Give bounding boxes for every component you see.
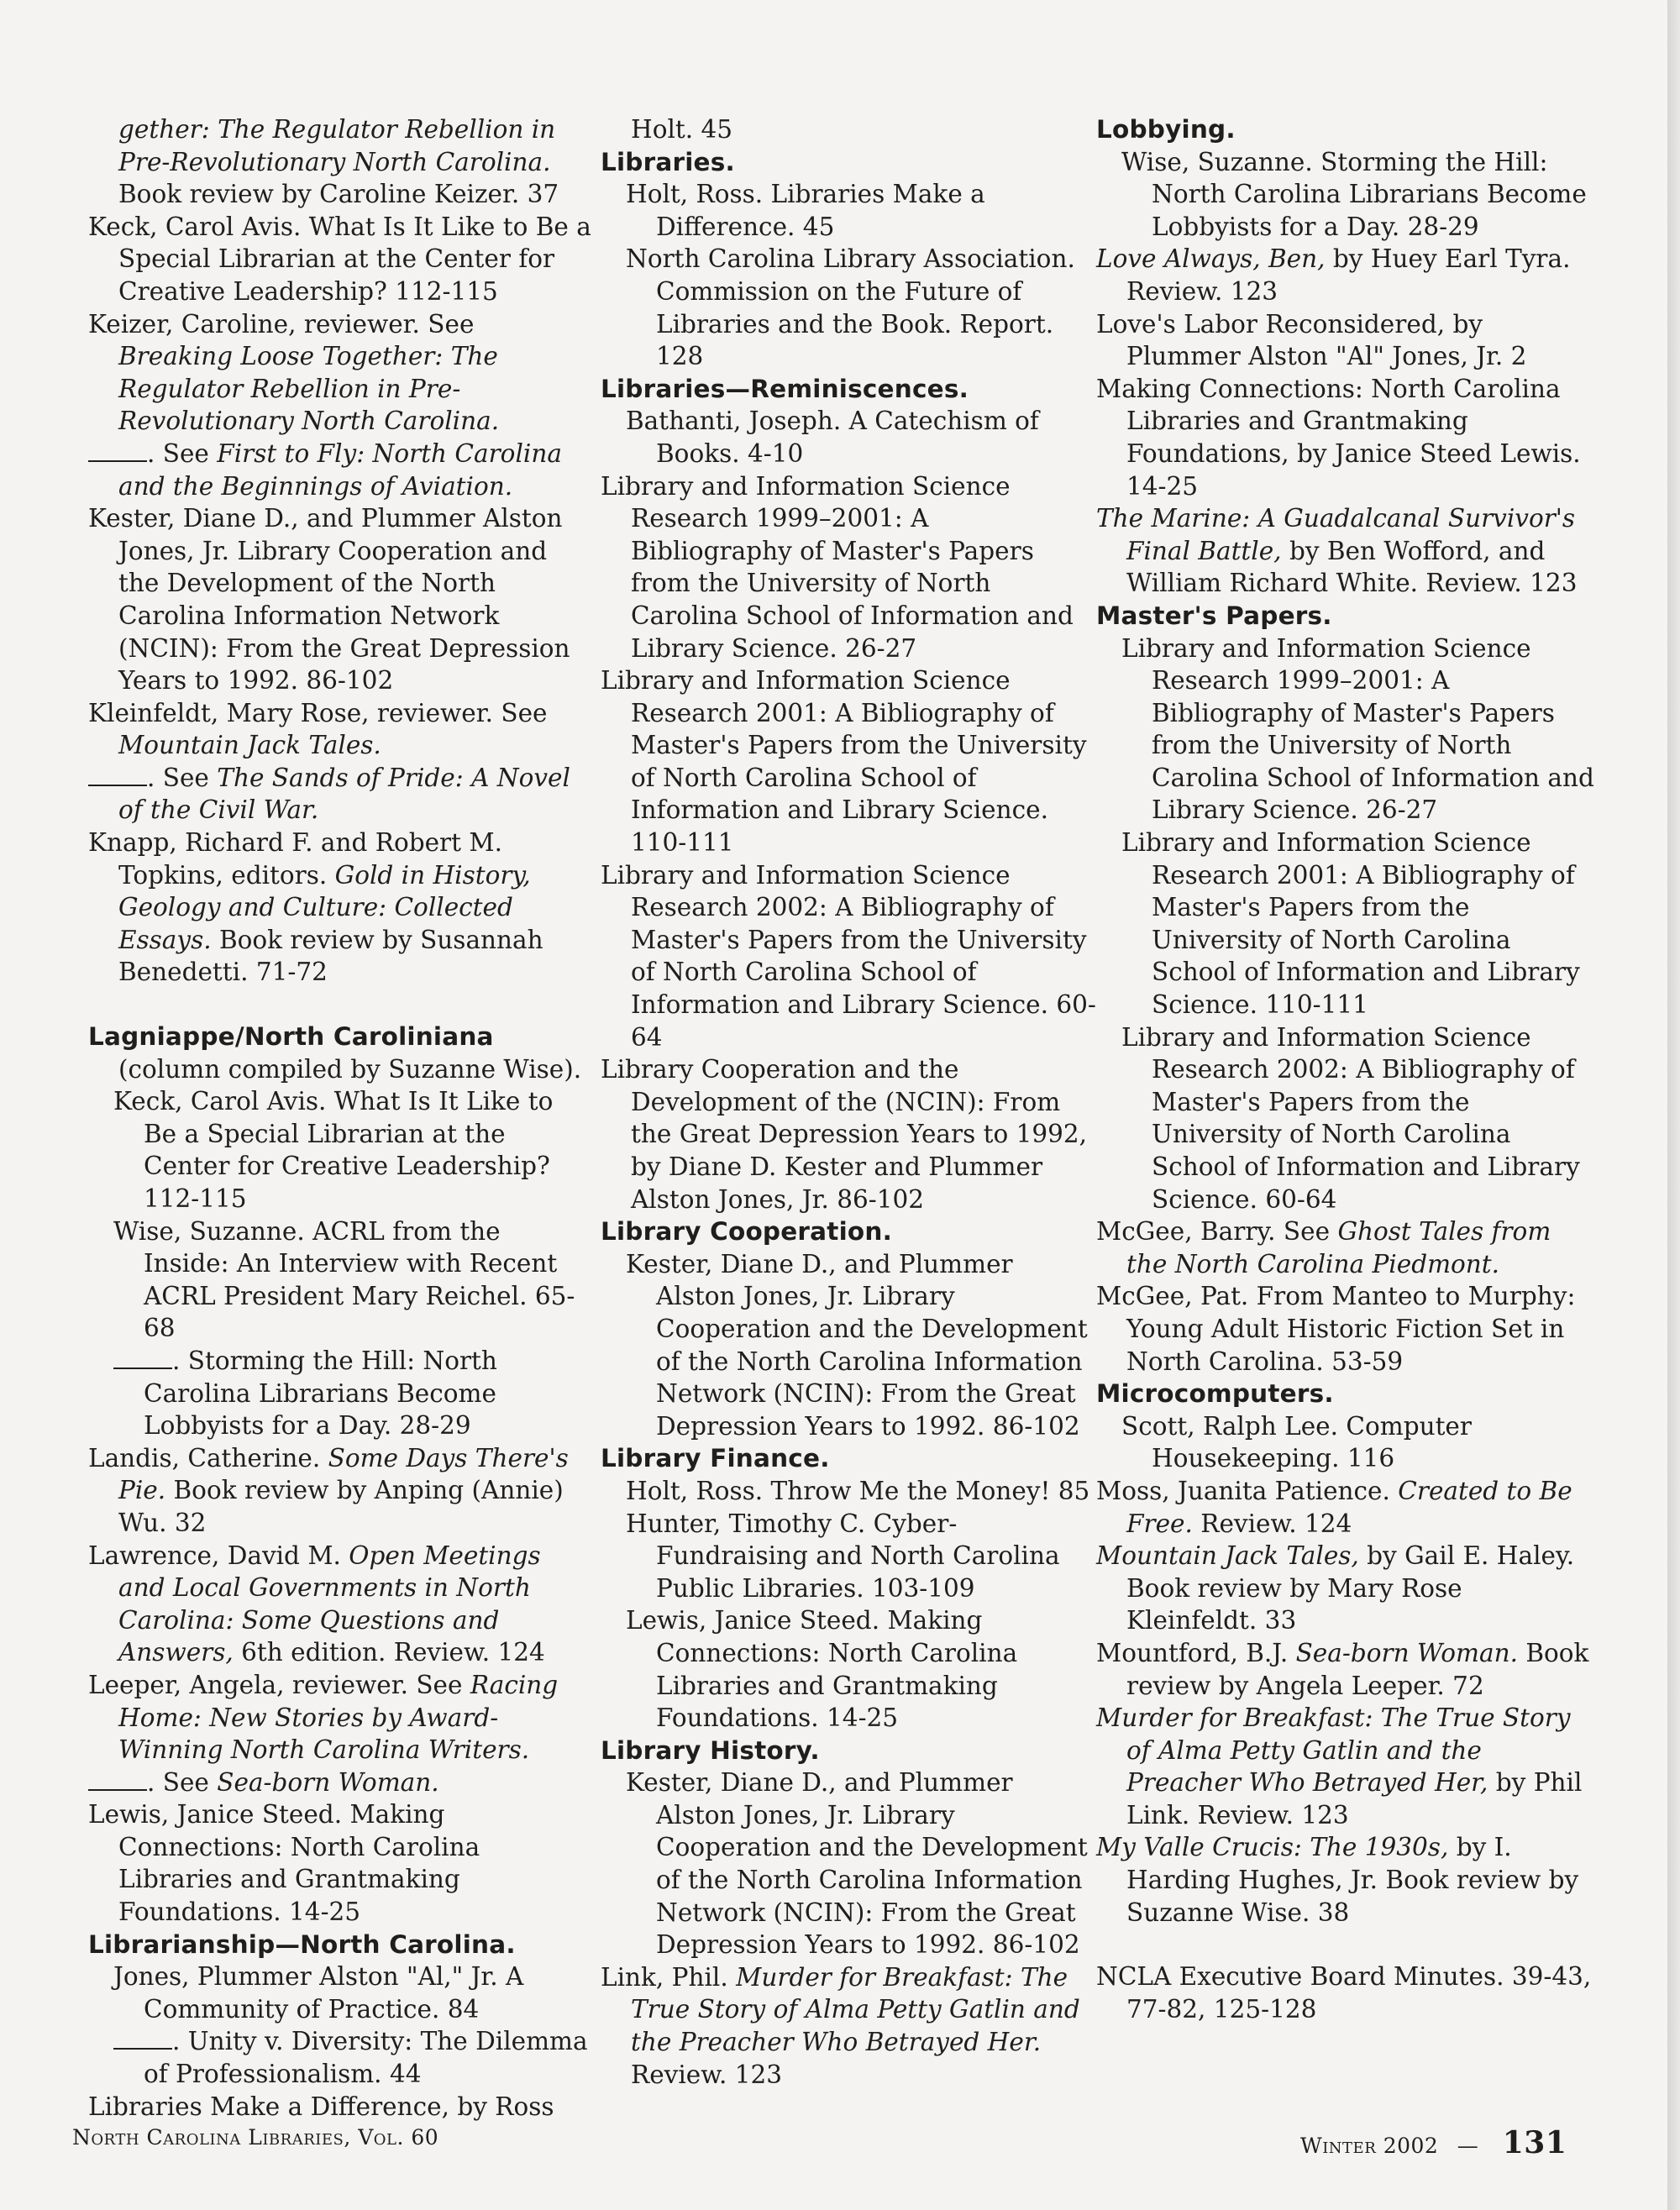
spacer <box>88 989 592 1021</box>
entry-text: by Ben Wofford, and William Richard White. Review. 123 <box>1126 536 1578 598</box>
index-heading <box>601 1442 1096 1475</box>
index-heading <box>601 146 1096 179</box>
index-entry: Kester, Diane D., and Plummer Alston Jones, Jr. Library Cooperation and the Development of the North Carolina Information Network (NCIN): From the Great Depression Years to 1992. 86-102 <box>626 1249 1088 1441</box>
index-entry <box>88 1442 592 1540</box>
index-entry <box>88 438 592 502</box>
index-entry: Keck, Carol Avis. What Is It Like to Be a Special Librarian at the Center for Creative Leadership? 112-115 <box>113 1087 554 1213</box>
repeat-author-rule <box>88 1789 147 1791</box>
heading-label: Lagniappe/North Caroliniana <box>88 1022 494 1052</box>
index-entry <box>1096 1702 1596 1831</box>
index-entry: Library and Information Science Research 2002: A Bibliography of Master's Papers from the University of North Carolina School of Information and Library Science. 60-64 <box>1121 1022 1580 1214</box>
index-entry: Jones, Plummer Alston "Al," Jr. A Community of Practice. 84 <box>113 1962 524 2024</box>
index-entry <box>88 1540 592 1669</box>
index-entry: Library and Information Science Research 1999–2001: A Bibliography of Master's Papers from the University of North Carolina School of Information and Library Science. 26-27 <box>601 471 1074 663</box>
footer-journal-title: North Carolina Libraries, Vol. 60 <box>72 2125 439 2150</box>
index-entry: Kester, Diane D., and Plummer Alston Jones, Jr. Library Cooperation and the Development of the North Carolina Information Network (NCIN): From the Great Depression Years to 1992. 86-102 <box>88 504 570 696</box>
index-entry: Scott, Ralph Lee. Computer Housekeeping. 116 <box>1121 1411 1472 1473</box>
footer-issue <box>1300 2125 1567 2160</box>
index-entry: NCLA Executive Board Minutes. 39-43, 77-82, 125-128 <box>1096 1962 1592 2024</box>
index-entry <box>1096 1215 1596 1280</box>
index-heading <box>601 373 1096 406</box>
entry-title: The Marine: A Guadalcanal Survivor's Final Battle, <box>1096 504 1576 565</box>
index-entry <box>88 1669 592 1766</box>
index-entry <box>88 762 592 827</box>
entry-text: Book review by Angela Leeper. 72 <box>1126 1638 1589 1700</box>
index-heading <box>601 1215 1096 1248</box>
index-heading <box>88 1021 592 1085</box>
heading-label: Microcomputers. <box>1096 1379 1334 1409</box>
index-column-1 <box>88 113 592 2123</box>
index-entry: McGee, Pat. From Manteo to Murphy: Young Adult Historic Fiction Set in North Carolina. 53-59 <box>1096 1282 1576 1376</box>
repeat-author-rule <box>113 2048 172 2050</box>
entry-text: . See <box>147 438 218 468</box>
repeat-author-rule <box>88 460 147 462</box>
entry-title: Open Meetings and Local Governments in North Carolina: Some Questions and Answers, <box>118 1541 541 1667</box>
entry-title: The Sands of Pride: A Novel of the Civil War. <box>118 763 570 825</box>
index-column-3 <box>1096 113 1596 2025</box>
page-edge <box>1667 0 1680 2210</box>
entry-text: Keizer, Caroline, reviewer. See <box>88 309 475 339</box>
index-entry: Libraries Make a Difference, by Ross <box>88 2092 554 2121</box>
entry-text: McGee, Barry. See <box>1096 1217 1338 1247</box>
entry-title: Gold in History, Geology and Culture: Collected Essays. <box>118 860 531 954</box>
heading-label: Library History. <box>601 1735 820 1765</box>
heading-label: Lobbying. <box>1096 115 1236 144</box>
index-entry: Wise, Suzanne. ACRL from the Inside: An Interview with Recent ACRL President Mary Reichel. 65-68 <box>113 1216 575 1343</box>
spacer <box>1096 1929 1596 1961</box>
entry-text: . Storming the Hill: North Carolina Librarians Become Lobbyists for a Day. 28-29 <box>144 1346 497 1441</box>
index-entry: Library and Information Science Research 2001: A Bibliography of Master's Papers from the University of North Carolina School of Information and Library Science. 110-111 <box>601 666 1087 858</box>
entry-title: Sea-born Woman. <box>217 1767 439 1797</box>
index-entry: Keck, Carol Avis. What Is It Like to Be a Special Librarian at the Center for Creative Leadership? 112-115 <box>88 212 591 306</box>
index-entry: Wise, Suzanne. Storming the Hill: North Carolina Librarians Become Lobbyists for a Day. 28-29 <box>1121 147 1587 241</box>
index-entry: Making Connections: North Carolina Libraries and Grantmaking Foundations, by Janice Steed Lewis. 14-25 <box>1096 374 1581 501</box>
index-entry: Library and Information Science Research 2001: A Bibliography of Master's Papers from the University of North Carolina School of Information and Library Science. 110-111 <box>1121 828 1580 1020</box>
entry-text: Book review by Anping (Annie) Wu. 32 <box>118 1476 564 1537</box>
index-heading <box>1096 113 1596 146</box>
index-entry: Holt, Ross. Libraries Make a Difference. 45 <box>626 180 985 241</box>
entry-title: Murder for Breakfast: The True Story of Alma Petty Gatlin and the Preacher Who Betrayed Her, <box>1096 1703 1571 1798</box>
repeat-author-rule <box>113 1367 172 1369</box>
entry-text: 6th edition. Review. 124 <box>233 1638 545 1667</box>
entry-text: by I. Harding Hughes, Jr. Book review by Suzanne Wise. 38 <box>1126 1833 1579 1927</box>
entry-text: by Phil Link. Review. 123 <box>1126 1768 1583 1829</box>
heading-label: Library Finance. <box>601 1444 830 1473</box>
index-heading <box>1096 1378 1596 1410</box>
index-entry <box>88 827 592 989</box>
entry-title: First to Fly: North Carolina and the Beginnings of Aviation. <box>118 438 562 501</box>
entry-text: . See <box>147 1767 218 1797</box>
entry-text: . Unity v. Diversity: The Dilemma of Professionalism. 44 <box>144 2027 588 2089</box>
index-entry: Library and Information Science Research 2002: A Bibliography of Master's Papers from the University of North Carolina School of Information and Library Science. 60-64 <box>601 860 1096 1052</box>
index-entry <box>88 1345 592 1442</box>
entry-text: (column compiled by Suzanne Wise). <box>118 1054 582 1084</box>
entry-text: Leeper, Angela, reviewer. See <box>88 1670 470 1699</box>
entry-title: Sea-born Woman. <box>1295 1638 1518 1667</box>
footer-dash: — <box>1457 2134 1479 2158</box>
index-entry <box>1096 1637 1596 1702</box>
index-entry <box>601 1961 1096 2091</box>
heading-label: Master's Papers. <box>1096 601 1332 630</box>
index-entry <box>88 2025 592 2090</box>
index-entry <box>1096 502 1596 600</box>
index-entry: Library Cooperation and the Development of the (NCIN): From the Great Depression Years to 1992, by Diane D. Kester and Plummer Alston Jones, Jr. 86-102 <box>601 1055 1088 1214</box>
index-heading <box>88 1929 592 1961</box>
index-column-2 <box>601 113 1096 2091</box>
entry-title: Mountain Jack Tales, <box>1096 1541 1359 1571</box>
index-entry <box>1096 1475 1596 1540</box>
entry-text: Knapp, Richard F. and Robert M. Topkins, editors. <box>88 828 502 890</box>
index-heading <box>1096 600 1596 633</box>
index-entry: Lewis, Janice Steed. Making Connections: North Carolina Libraries and Grantmaking Foundations. 14-25 <box>626 1606 1018 1733</box>
index-entry <box>1096 243 1596 307</box>
index-entry <box>88 113 592 211</box>
index-entry <box>88 697 592 762</box>
page-number: 131 <box>1502 2125 1567 2160</box>
entry-text: Book review by Susannah Benedetti. 71-72 <box>118 925 543 987</box>
index-entry: Library and Information Science Research 1999–2001: A Bibliography of Master's Papers from the University of North Carolina School of Information and Library Science. 26-27 <box>1121 633 1594 825</box>
entry-text: Mountford, B.J. <box>1096 1638 1296 1667</box>
index-heading <box>601 1735 1096 1767</box>
index-entry <box>1096 1831 1596 1929</box>
entry-title: Murder for Breakfast: The True Story of Alma Petty Gatlin and the Preacher Who Betrayed Her. <box>631 1962 1080 2057</box>
entry-title: gether: The Regulator Rebellion in Pre-Revolutionary North Carolina. <box>118 115 556 176</box>
entry-text: Moss, Juanita Patience. <box>1096 1476 1399 1505</box>
index-entry: North Carolina Library Association. Commission on the Future of Libraries and the Book. Report. 128 <box>626 244 1075 371</box>
entry-title: Breaking Loose Together: The Regulator Rebellion in Pre-Revolutionary North Carolina. <box>118 342 500 436</box>
footer-issue-date: Winter 2002 <box>1300 2134 1439 2158</box>
index-entry: Kester, Diane D., and Plummer Alston Jones, Jr. Library Cooperation and the Development of the North Carolina Information Network (NCIN): From the Great Depression Years to 1992. 86-102 <box>626 1768 1088 1960</box>
index-entry: Hunter, Timothy C. Cyber-Fundraising and North Carolina Public Libraries. 103-109 <box>626 1509 1060 1603</box>
entry-text: by Gail E. Haley. Book review by Mary Rose Kleinfeldt. 33 <box>1126 1541 1575 1635</box>
heading-label: Libraries—Reminiscences. <box>601 374 969 403</box>
entry-text: Kleinfeldt, Mary Rose, reviewer. See <box>88 698 548 727</box>
index-entry <box>88 1766 592 1799</box>
entry-title: Mountain Jack Tales. <box>118 731 381 760</box>
entry-text: by Huey Earl Tyra. Review. 123 <box>1126 244 1571 306</box>
repeat-author-rule <box>88 785 147 786</box>
entry-text: Link, Phil. <box>601 1962 737 1992</box>
heading-label: Librarianship—North Carolina. <box>88 1929 516 1959</box>
index-entry: Love's Labor Reconsidered, by Plummer Alston "Al" Jones, Jr. 2 <box>1096 309 1527 371</box>
index-entry <box>1096 1540 1596 1637</box>
index-entry: Holt, Ross. Throw Me the Money! 85 <box>626 1476 1090 1505</box>
entry-text: Lawrence, David M. <box>88 1541 349 1570</box>
entry-title: Racing Home: New Stories by Award-Winning North Carolina Writers. <box>118 1670 559 1765</box>
index-entry: Holt. 45 <box>631 115 733 144</box>
index-entry: Bathanti, Joseph. A Catechism of Books. 4-10 <box>626 407 1039 468</box>
entry-title: Ghost Tales from the North Carolina Piedmont. <box>1126 1217 1551 1278</box>
entry-text: Book review by Caroline Keizer. 37 <box>118 180 559 209</box>
entry-title: Some Days There's Pie. <box>118 1443 569 1505</box>
entry-title: Love Always, Ben, <box>1096 244 1326 274</box>
entry-text: Review. 123 <box>631 2060 783 2089</box>
entry-title: My Valle Crucis: The 1930s, <box>1096 1833 1449 1862</box>
index-entry <box>88 308 592 438</box>
heading-label: Libraries. <box>601 147 735 176</box>
heading-label: Library Cooperation. <box>601 1217 892 1247</box>
entry-text: . See <box>147 763 218 792</box>
entry-title: Created to Be Free. <box>1126 1476 1572 1538</box>
index-entry: Lewis, Janice Steed. Making Connections: North Carolina Libraries and Grantmaking Foundations. 14-25 <box>88 1800 480 1927</box>
entry-text: Landis, Catherine. <box>88 1443 328 1472</box>
entry-text: Review. 124 <box>1192 1509 1352 1538</box>
